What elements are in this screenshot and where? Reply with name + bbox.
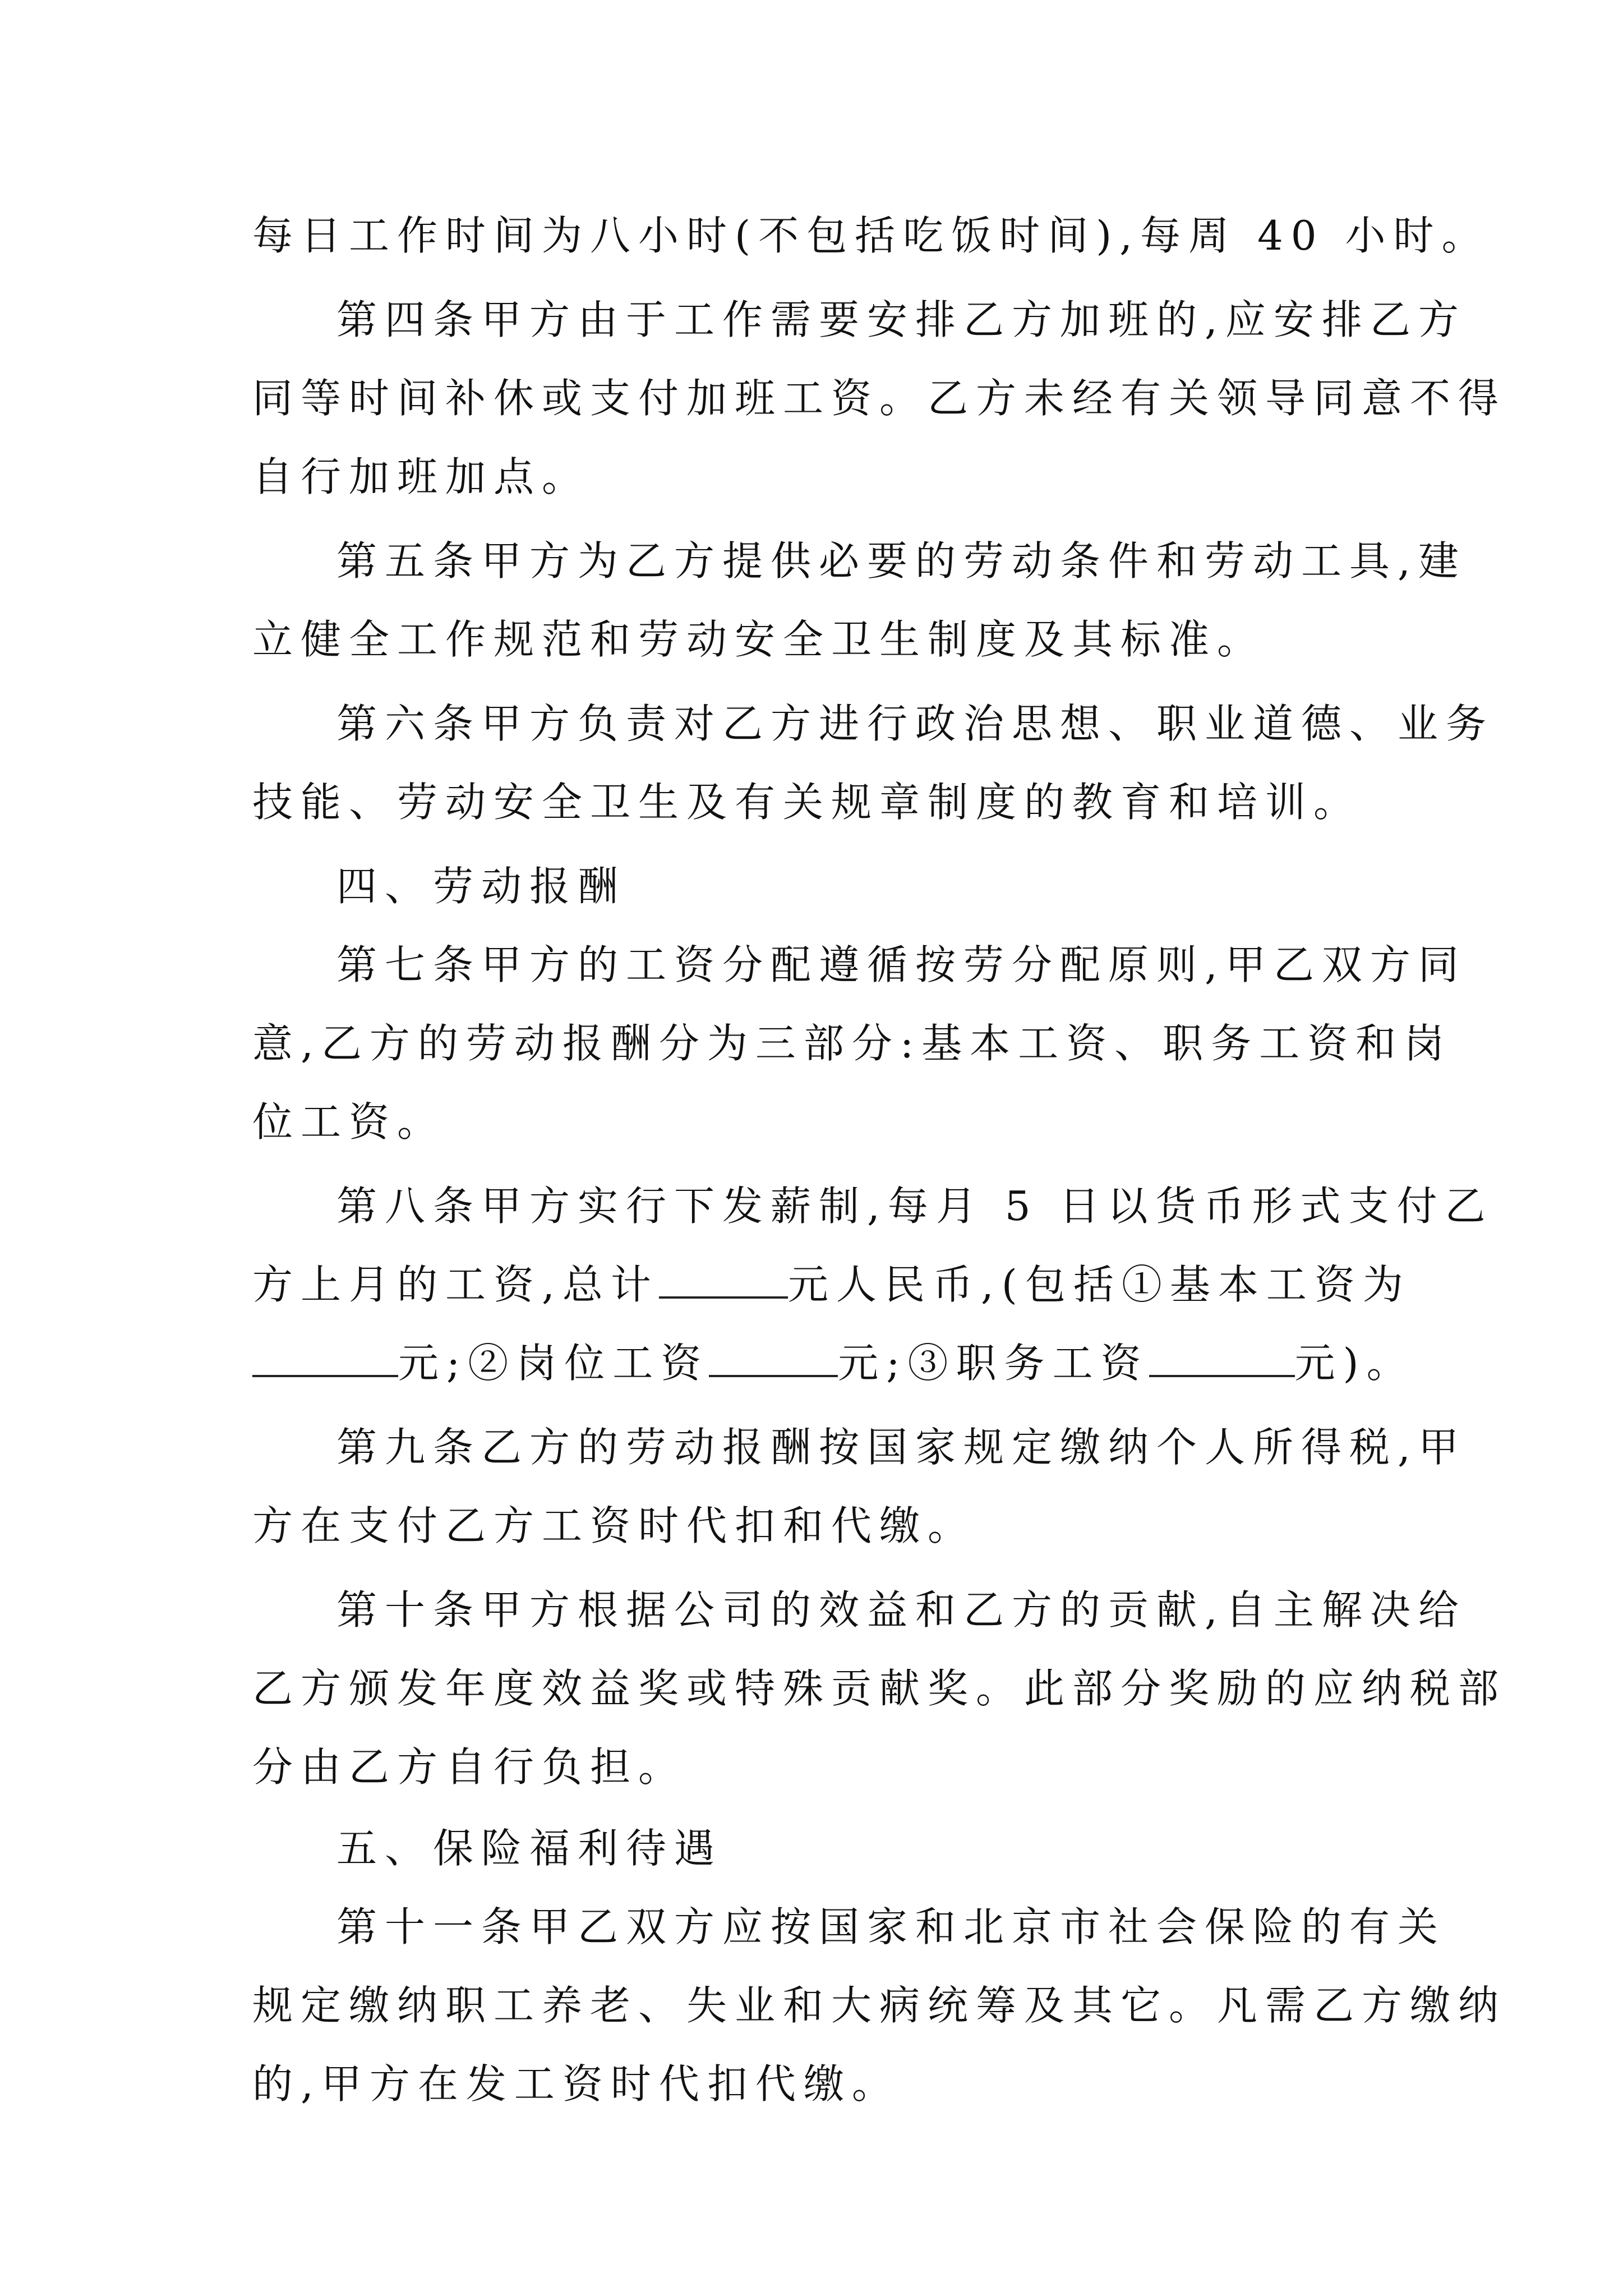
article-5-line-1: 第五条甲方为乙方提供必要的劳动条件和劳动工具,建 [336, 537, 1467, 585]
article-11-line-2: 规定缴纳职工养老、失业和大病统筹及其它。凡需乙方缴纳 [252, 1982, 1507, 2029]
article-11-line-1: 第十一条甲乙双方应按国家和北京市社会保险的有关 [336, 1903, 1446, 1950]
article-7-line-2: 意,乙方的劳动报酬分为三部分:基本工资、职务工资和岗 [252, 1020, 1453, 1067]
duty-salary-blank [1149, 1336, 1295, 1377]
article-10-line-1: 第十条甲方根据公司的效益和乙方的贡献,自主解决给 [336, 1586, 1467, 1634]
total-salary-blank [659, 1257, 788, 1299]
article-4-line-3: 自行加班加点。 [252, 453, 591, 500]
base-salary-blank [252, 1336, 398, 1377]
article-8-line-2 [252, 1257, 1411, 1313]
article-9-line-1: 第九条乙方的劳动报酬按国家规定缴纳个人所得税,甲 [336, 1424, 1467, 1471]
article-9-line-2: 方在支付乙方工资时代扣和代缴。 [252, 1502, 976, 1549]
article-8-text: 元;②岗位工资 [398, 1340, 709, 1387]
article-8-text: 元)。 [1294, 1340, 1415, 1387]
article-4-line-2: 同等时间补休或支付加班工资。乙方未经有关领导同意不得 [252, 375, 1507, 422]
article-7-line-3: 位工资。 [252, 1098, 446, 1145]
article-7-line-1: 第七条甲方的工资分配遵循按劳分配原则,甲乙双方同 [336, 941, 1467, 988]
article-6-line-2: 技能、劳动安全卫生及有关规章制度的教育和培训。 [252, 779, 1362, 826]
position-salary-blank [709, 1336, 838, 1377]
article-8-text: 元;③职务工资 [838, 1340, 1149, 1387]
article-10-line-2: 乙方颁发年度效益奖或特殊贡献奖。此部分奖励的应纳税部 [252, 1665, 1507, 1712]
section-heading-remuneration: 四、劳动报酬 [336, 863, 626, 910]
article-8-text: 方上月的工资,总计 [252, 1261, 659, 1308]
article-6-line-1: 第六条甲方负责对乙方进行政治思想、职业道德、业务 [336, 700, 1495, 747]
article-11-line-3: 的,甲方在发工资时代扣代缴。 [252, 2060, 900, 2108]
article-8-text: 元人民币,(包括①基本工资为 [787, 1261, 1411, 1308]
article-8-line-1: 第八条甲方实行下发薪制,每月 5 日以货币形式支付乙 [336, 1182, 1493, 1230]
section-heading-insurance: 五、保险福利待遇 [336, 1825, 723, 1872]
paragraph-line: 每日工作时间为八小时(不包括吃饭时间),每周 40 小时。 [252, 212, 1490, 259]
article-8-line-3 [252, 1335, 1415, 1391]
article-5-line-2: 立健全工作规范和劳动安全卫生制度及其标准。 [252, 616, 1266, 663]
article-4-line-1: 第四条甲方由于工作需要安排乙方加班的,应安排乙方 [336, 296, 1467, 343]
article-10-line-3: 分由乙方自行负担。 [252, 1743, 687, 1791]
